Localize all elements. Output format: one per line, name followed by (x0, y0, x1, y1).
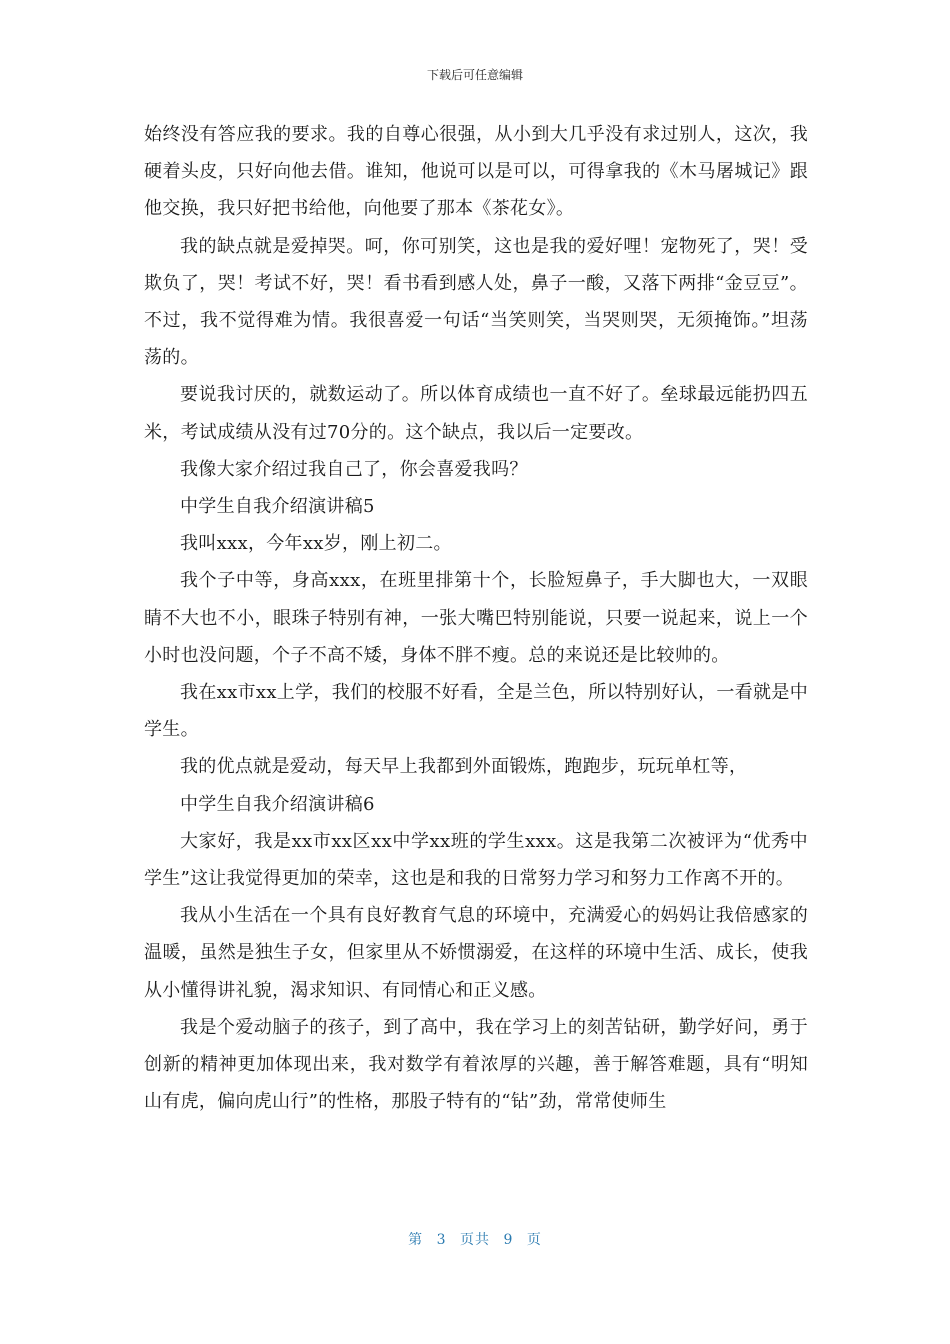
footer-prefix: 第 (408, 1232, 424, 1248)
paragraph: 大家好，我是xx市xx区xx中学xx班的学生xxx。这是我第二次被评为“优秀中学生”这让我觉得更加的荣幸，这也是和我的日常努力学习和努力工作离不开的。 (144, 830, 808, 890)
paragraph: 我叫xxx，今年xx岁，刚上初二。 (180, 533, 452, 555)
paragraph: 我在xx市xx上学，我们的校服不好看，全是兰色，所以特别好认，一看就是中学生。 (144, 682, 808, 741)
paragraph: 我从小生活在一个具有良好教育气息的环境中，充满爱心的妈妈让我倍感家的温暖，虽然是独生子女，但家里从不娇惯溺爱，在这样的环境中生活、成长，使我从小懂得讲礼貌，渴求知识、有同情心和正义感。 (144, 905, 808, 1001)
paragraph: 我是个爱动脑子的孩子，到了高中，我在学习上的刻苦钻研，勤学好问，勇于创新的精神更加体现出来，我对数学有着浓厚的兴趣，善于解答难题，具有“明知山有虎，偏向虎山行”的性格，那股子特有的“钻”劲，常常使师生 (144, 1016, 808, 1113)
paragraph: 始终没有答应我的要求。我的自尊心很强，从小到大几乎没有求过别人，这次，我硬着头皮，只好向他去借。谁知，他说可以是可以，可得拿我的《木马屠城记》跟他交换，我只好把书给他，向他要了那本《茶花女》。 (144, 124, 808, 220)
document-body (144, 116, 808, 1120)
page-total: 9 (503, 1232, 514, 1248)
page-number: 3 (436, 1232, 447, 1248)
paragraph: 我的优点就是爱动，每天早上我都到外面锻炼，跑跑步，玩玩单杠等， (180, 756, 748, 778)
paragraph: 要说我讨厌的，就数运动了。所以体育成绩也一直不好了。垒球最远能扔四五米，考试成绩从没有过70分的。这个缺点，我以后一定要改。 (144, 384, 808, 443)
section-heading: 中学生自我介绍演讲稿6 (180, 793, 375, 815)
page-footer (0, 1230, 950, 1250)
paragraph: 我的缺点就是爱掉哭。呵，你可别笑，这也是我的爱好哩！宠物死了，哭！受欺负了，哭！考试不好，哭！看书看到感人处，鼻子一酸，又落下两排“金豆豆”。不过，我不觉得难为情。我很喜爱一句话“当笑则笑，当哭则哭，无须掩饰。”坦荡荡的。 (144, 235, 808, 369)
page-header: 下载后可任意编辑 (426, 68, 523, 82)
footer-suffix: 页 (526, 1232, 542, 1248)
footer-middle: 页共 (460, 1232, 490, 1248)
section-heading: 中学生自我介绍演讲稿5 (180, 496, 375, 518)
paragraph: 我像大家介绍过我自己了，你会喜爱我吗？ (180, 458, 528, 480)
paragraph: 我个子中等，身高xxx，在班里排第十个，长脸短鼻子，手大脚也大，一双眼睛不大也不小，眼珠子特别有神，一张大嘴巴特别能说，只要一说起来，说上一个小时也没问题，个子不高不矮，身体不胖不瘦。总的来说还是比较帅的。 (144, 570, 808, 666)
